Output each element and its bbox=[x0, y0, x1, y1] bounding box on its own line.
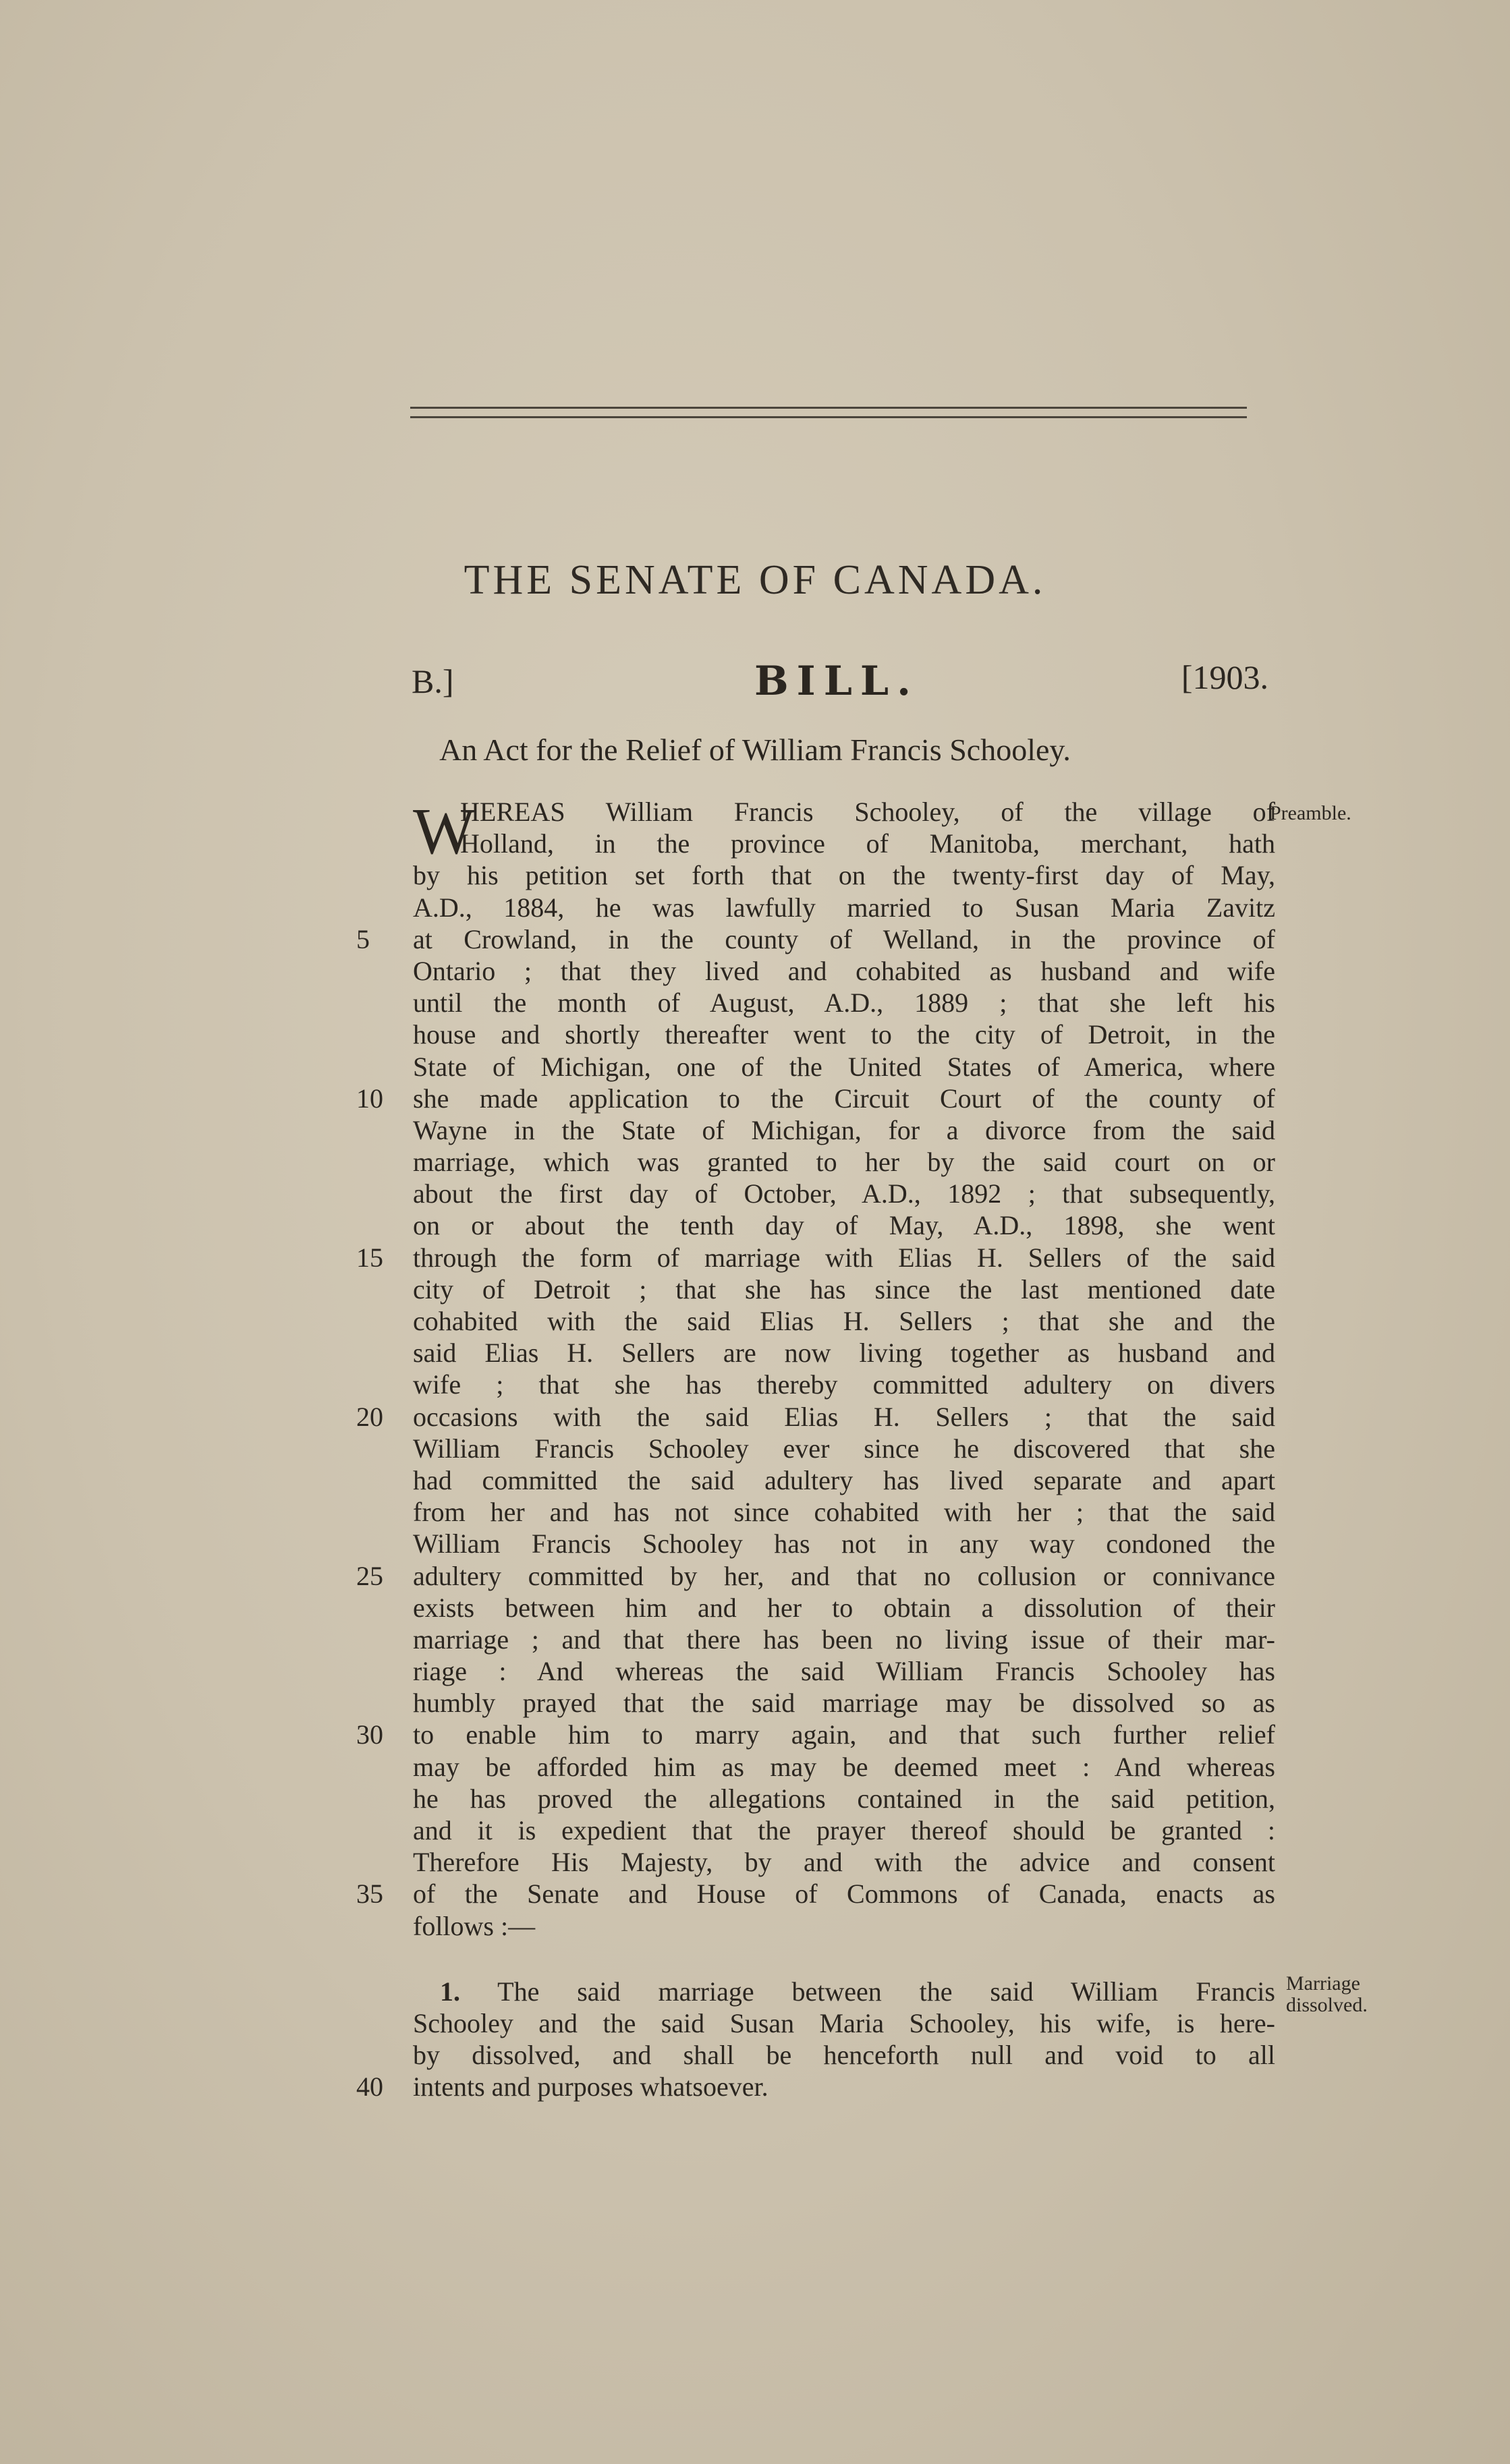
line-text: HEREAS William Francis Schooley, of the village of bbox=[460, 797, 1275, 827]
line-text: humbly prayed that the said marriage may be dissolved so as bbox=[413, 1688, 1275, 1719]
text-line bbox=[413, 1751, 1275, 1783]
line-text: marriage ; and that there has been no living issue of their mar- bbox=[413, 1624, 1275, 1655]
section-1-paragraph bbox=[356, 1976, 1275, 2103]
line-text: she made application to the Circuit Court of the county of bbox=[413, 1083, 1275, 1114]
text-line bbox=[413, 1910, 1275, 1942]
senate-title: THE SENATE OF CANADA. bbox=[464, 557, 1046, 603]
text-line bbox=[413, 1178, 1275, 1209]
line-number: 40 bbox=[356, 2071, 383, 2102]
text-line bbox=[413, 1433, 1275, 1464]
line-text: William Francis Schooley has not in any way condoned the bbox=[413, 1528, 1275, 1559]
text-line bbox=[413, 1592, 1275, 1624]
text-line bbox=[413, 892, 1275, 923]
text-line bbox=[356, 1560, 1275, 1592]
line-text: State of Michigan, one of the United States of America, where bbox=[413, 1051, 1275, 1082]
line-text: Schooley and the said Susan Maria Schooley, his wife, is here- bbox=[413, 2007, 1275, 2038]
text-line bbox=[413, 1783, 1275, 1814]
text-line bbox=[356, 1878, 1275, 1910]
line-text: until the month of August, A.D., 1889 ; that she left his bbox=[413, 987, 1275, 1019]
line-text: he has proved the allegations contained in the said petition, bbox=[413, 1783, 1275, 1814]
line-number: 10 bbox=[356, 1083, 383, 1114]
margin-note-marriage-dissolved bbox=[1286, 1973, 1368, 2016]
line-text: at Crowland, in the county of Welland, in the province of bbox=[413, 923, 1275, 954]
line-number: 20 bbox=[356, 1401, 383, 1432]
line-text: to enable him to marry again, and that such further relief bbox=[413, 1719, 1275, 1750]
preamble-paragraph bbox=[356, 795, 1275, 1942]
line-text: by his petition set forth that on the twenty-first day of May, bbox=[413, 860, 1275, 891]
text-line bbox=[413, 1846, 1275, 1878]
line-text: Ontario ; that they lived and cohabited as husband and wife bbox=[413, 955, 1275, 986]
line-text: about the first day of October, A.D., 1892 ; that subsequently, bbox=[413, 1178, 1275, 1209]
line-text: said Elias H. Sellers are now living together as husband and bbox=[413, 1338, 1275, 1369]
line-text: Holland, in the province of Manitoba, merchant, hath bbox=[460, 828, 1275, 859]
line-number: 35 bbox=[356, 1879, 383, 1910]
line-text: cohabited with the said Elias H. Sellers ; that she and the bbox=[413, 1306, 1275, 1336]
line-text: city of Detroit ; that she has since the last mentioned date bbox=[413, 1273, 1275, 1305]
bill-body bbox=[356, 795, 1275, 2103]
line-number: 15 bbox=[356, 1242, 383, 1273]
act-title: An Act for the Relief of William Francis Schooley. bbox=[439, 733, 1071, 767]
text-line bbox=[413, 1305, 1275, 1337]
bill-reference: B.] bbox=[412, 662, 454, 700]
text-line bbox=[413, 796, 1275, 828]
text-line bbox=[413, 1019, 1275, 1050]
line-text: adultery committed by her, and that no collusion or connivance bbox=[413, 1560, 1275, 1591]
line-text: William Francis Schooley ever since he discovered that she bbox=[413, 1433, 1275, 1464]
text-line bbox=[413, 2007, 1275, 2039]
text-line bbox=[413, 1687, 1275, 1719]
line-number: 5 bbox=[356, 923, 370, 954]
line-text: may be afforded him as may be deemed meet : And whereas bbox=[413, 1751, 1275, 1782]
line-number: 25 bbox=[356, 1560, 383, 1591]
text-line bbox=[413, 1655, 1275, 1687]
bill-year: [1903. bbox=[1181, 658, 1268, 696]
line-number: 30 bbox=[356, 1719, 383, 1750]
section-number: 1. bbox=[440, 1976, 460, 2007]
line-text: intents and purposes whatsoever. bbox=[413, 2071, 768, 2102]
text-line bbox=[413, 859, 1275, 891]
text-line bbox=[413, 2039, 1275, 2071]
line-text: Therefore His Majesty, by and with the advice and consent bbox=[413, 1847, 1275, 1878]
line-text: and it is expedient that the prayer thereof should be granted : bbox=[413, 1815, 1275, 1845]
text-line bbox=[413, 1114, 1275, 1146]
text-line bbox=[413, 987, 1275, 1019]
line-text: occasions with the said Elias H. Sellers ; that the said bbox=[413, 1401, 1275, 1432]
text-line bbox=[413, 1209, 1275, 1241]
text-line bbox=[356, 2071, 1275, 2102]
text-line bbox=[413, 1976, 1275, 2007]
text-line bbox=[413, 1369, 1275, 1400]
text-line bbox=[356, 923, 1275, 955]
line-text: follows :— bbox=[413, 1910, 536, 1941]
line-text: wife ; that she has thereby committed adultery on divers bbox=[413, 1369, 1275, 1400]
margin-note-line-1: Marriage bbox=[1286, 1972, 1360, 1995]
paragraph-gap bbox=[413, 1942, 1275, 1976]
text-line bbox=[413, 1464, 1275, 1496]
bill-header-row bbox=[405, 658, 1268, 712]
text-line bbox=[413, 1051, 1275, 1083]
text-line bbox=[356, 1401, 1275, 1433]
text-line bbox=[356, 1242, 1275, 1273]
text-line bbox=[413, 1146, 1275, 1178]
text-line bbox=[356, 1719, 1275, 1750]
margin-note-preamble: Preamble. bbox=[1270, 802, 1351, 824]
top-rule-lower bbox=[410, 416, 1247, 418]
line-text: A.D., 1884, he was lawfully married to Susan Maria Zavitz bbox=[413, 892, 1275, 923]
line-text: from her and has not since cohabited with her ; that the said bbox=[413, 1497, 1275, 1528]
line-text: had committed the said adultery has lived separate and apart bbox=[413, 1464, 1275, 1495]
text-line bbox=[413, 1814, 1275, 1846]
line-text: on or about the tenth day of May, A.D., 1898, she went bbox=[413, 1210, 1275, 1241]
text-line bbox=[413, 955, 1275, 987]
text-line bbox=[413, 1273, 1275, 1305]
line-text: by dissolved, and shall be henceforth null and void to all bbox=[413, 2040, 1275, 2071]
line-text: The said marriage between the said William Francis bbox=[497, 1976, 1275, 2007]
line-text: marriage, which was granted to her by the said court on or bbox=[413, 1147, 1275, 1178]
text-line bbox=[413, 1528, 1275, 1559]
drop-cap: W bbox=[413, 795, 476, 868]
line-text: house and shortly thereafter went to the city of Detroit, in the bbox=[413, 1019, 1275, 1050]
text-line bbox=[413, 1337, 1275, 1369]
top-rule-upper bbox=[410, 407, 1247, 409]
line-text: of the Senate and House of Commons of Canada, enacts as bbox=[413, 1879, 1275, 1910]
text-line bbox=[356, 1083, 1275, 1114]
line-text: exists between him and her to obtain a dissolution of their bbox=[413, 1592, 1275, 1623]
line-text: through the form of marriage with Elias H. Sellers of the said bbox=[413, 1242, 1275, 1273]
line-text: riage : And whereas the said William Francis Schooley has bbox=[413, 1656, 1275, 1687]
text-line bbox=[413, 828, 1275, 859]
text-line bbox=[413, 1496, 1275, 1528]
text-line bbox=[413, 1624, 1275, 1655]
line-text: Wayne in the State of Michigan, for a divorce from the said bbox=[413, 1114, 1275, 1145]
bill-title: BILL. bbox=[754, 658, 920, 705]
margin-note-line-2: dissolved. bbox=[1286, 1994, 1368, 2016]
